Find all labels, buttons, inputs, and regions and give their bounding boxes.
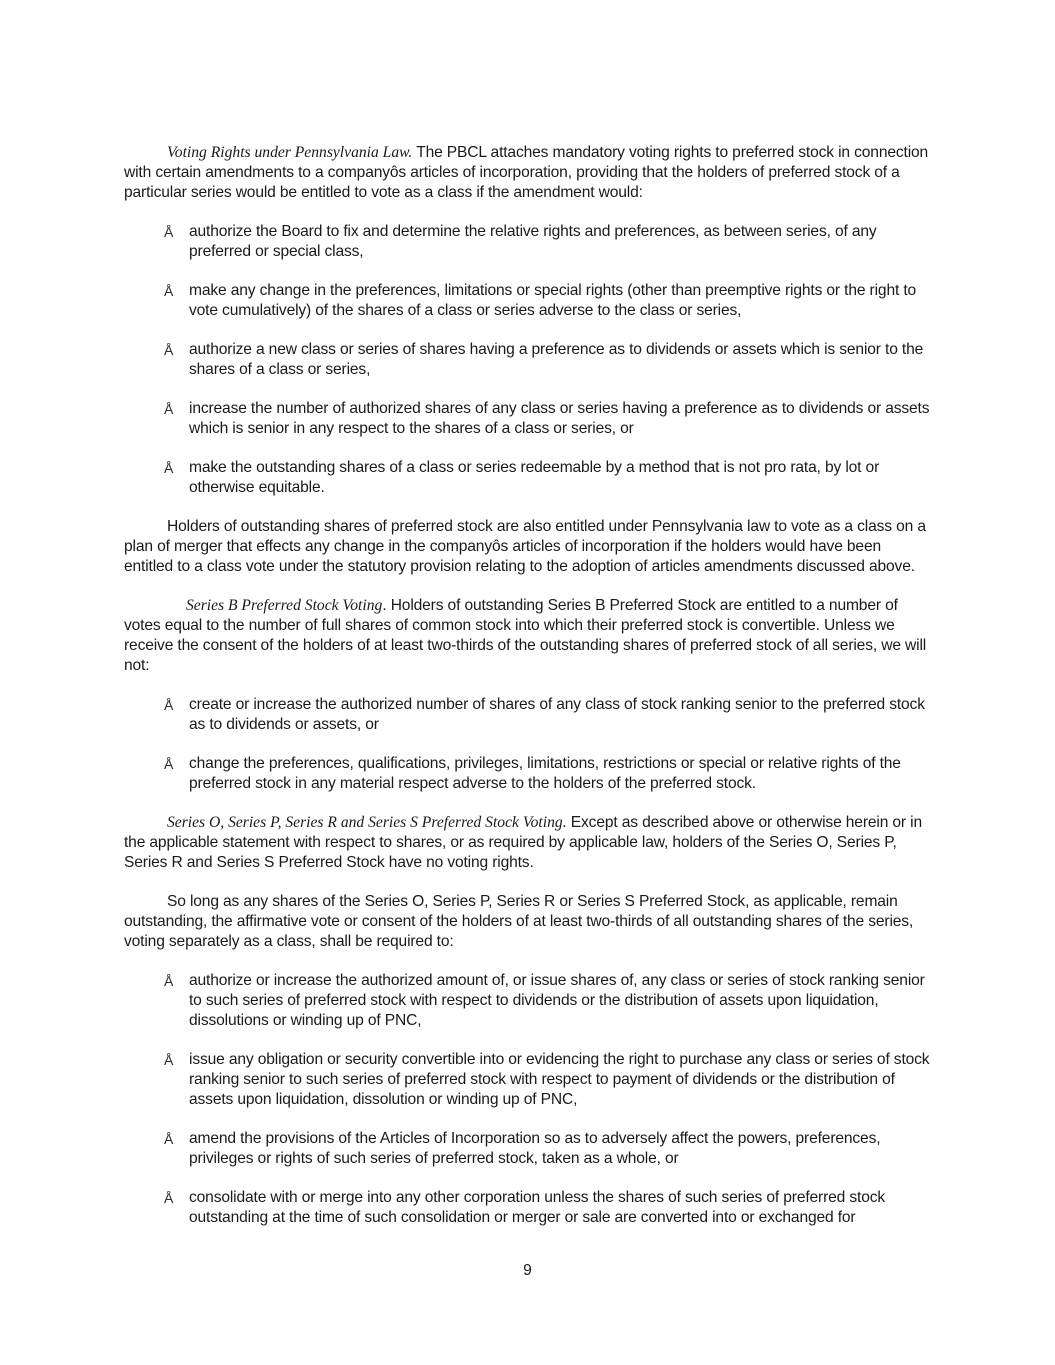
list-item-text: authorize or increase the authorized amount of, or issue shares of, any class or series of stock ranking senior to such series of preferred stock with respect to dividends or the distribution of assets upon liquidation, dissolutions or winding up of PNC, [189,972,925,1029]
list-item [124,281,934,321]
paragraph-heading: Series B Preferred Stock Voting [186,597,383,614]
list-item-text: authorize a new class or series of shares having a preference as to dividends or assets which is senior to the shares of a class or series, [189,341,924,378]
list-item-text: change the preferences, qualifications, privileges, limitations, restrictions or special or relative rights of the preferred stock in any material respect adverse to the holders of the preferred stock. [189,755,901,792]
list-item [124,222,934,262]
list-item-text: issue any obligation or security convertible into or evidencing the right to purchase any class or series of stock ranking senior to such series of preferred stock with respect to payment of dividends or the distribution of assets upon liquidation, dissolution or winding up of PNC, [189,1051,930,1108]
list-item-text: make the outstanding shares of a class or series redeemable by a method that is not pro rata, by lot or otherwise equitable. [189,459,880,496]
paragraph-text: So long as any shares of the Series O, Series P, Series R or Series S Preferred Stock, as applicable, remain outstanding, the affirmative vote or consent of the holders of at least two-thirds of all outstanding shares of the series, voting separately as a class, shall be required to: [124,893,914,950]
paragraph-series-b-voting [124,596,934,676]
bullet-marker: Å [164,342,174,358]
bullet-list-consent-required [124,971,934,1228]
paragraph-voting-rights-pennsylvania [124,143,934,203]
list-item-text: make any change in the preferences, limitations or special rights (other than preemptive rights or the right to vote cumulatively) of the shares of a class or series adverse to the class or series, [189,282,917,319]
list-item [124,754,934,794]
list-item-text: increase the number of authorized shares of any class or series having a preference as to dividends or assets which is senior in any respect to the shares of a class or series, or [189,400,930,437]
bullet-marker: Å [164,283,174,299]
bullet-marker: Å [164,697,174,713]
list-item [124,1129,934,1169]
bullet-marker: Å [164,1052,174,1068]
paragraph-text: Except as described above or otherwise herein or in the applicable statement with respect to shares, or as required by applicable law, holders of the Series O, Series P, Series R and Series S Preferred Stock have no voting rights. [124,814,922,871]
paragraph-text: The PBCL attaches mandatory voting rights to preferred stock in connection with certain amendments to a companyôs articles of incorporation, providing that the holders of preferred stock of a particular series would be entitled to vote as a class if the amendment would: [124,144,929,201]
bullet-marker: Å [164,756,174,772]
list-item [124,1188,934,1228]
list-item [124,458,934,498]
list-item [124,399,934,439]
page-number: 9 [523,1262,532,1279]
paragraph-text: . Holders of outstanding Series B Preferred Stock are entitled to a number of votes equal to the number of full shares of common stock into which their preferred stock is convertible. Unless we receive the consent of the holders of at least two-thirds of the outstanding shares of preferred stock of all series, we will not: [124,597,927,674]
list-item [124,971,934,1031]
bullet-list-amendments [124,222,934,498]
list-item-text: authorize the Board to fix and determine the relative rights and preferences, as between series, of any preferred or special class, [189,223,877,260]
list-item-text: consolidate with or merge into any other corporation unless the shares of such series of preferred stock outstanding at the time of such consolidation or merger or sale are converted into or exchanged for [189,1189,886,1226]
list-item [124,1050,934,1110]
bullet-marker: Å [164,973,174,989]
paragraph-heading: Voting Rights under Pennsylvania Law. [167,144,413,161]
bullet-list-series-b-restrictions [124,695,934,794]
list-item-text: amend the provisions of the Articles of Incorporation so as to adversely affect the powers, preferences, privileges or rights of such series of preferred stock, taken as a whole, or [189,1130,881,1167]
bullet-marker: Å [164,401,174,417]
list-item [124,695,934,735]
bullet-marker: Å [164,1190,174,1206]
list-item-text: create or increase the authorized number of shares of any class of stock ranking senior to the preferred stock as to dividends or assets, or [189,696,925,733]
bullet-marker: Å [164,224,174,240]
paragraph-two-thirds-consent [124,892,934,952]
document-body [124,143,934,1247]
list-item [124,340,934,380]
bullet-marker: Å [164,460,174,476]
paragraph-series-o-p-r-s-voting [124,813,934,873]
paragraph-text: Holders of outstanding shares of preferred stock are also entitled under Pennsylvania law to vote as a class on a plan of merger that effects any change in the companyôs articles of incorporation if the holders would have been entitled to a class vote under the statutory provision relating to the adoption of articles amendments discussed above. [124,518,926,575]
paragraph-plan-of-merger [124,517,934,577]
bullet-marker: Å [164,1131,174,1147]
paragraph-heading: Series O, Series P, Series R and Series S Preferred Stock Voting. [167,814,567,831]
